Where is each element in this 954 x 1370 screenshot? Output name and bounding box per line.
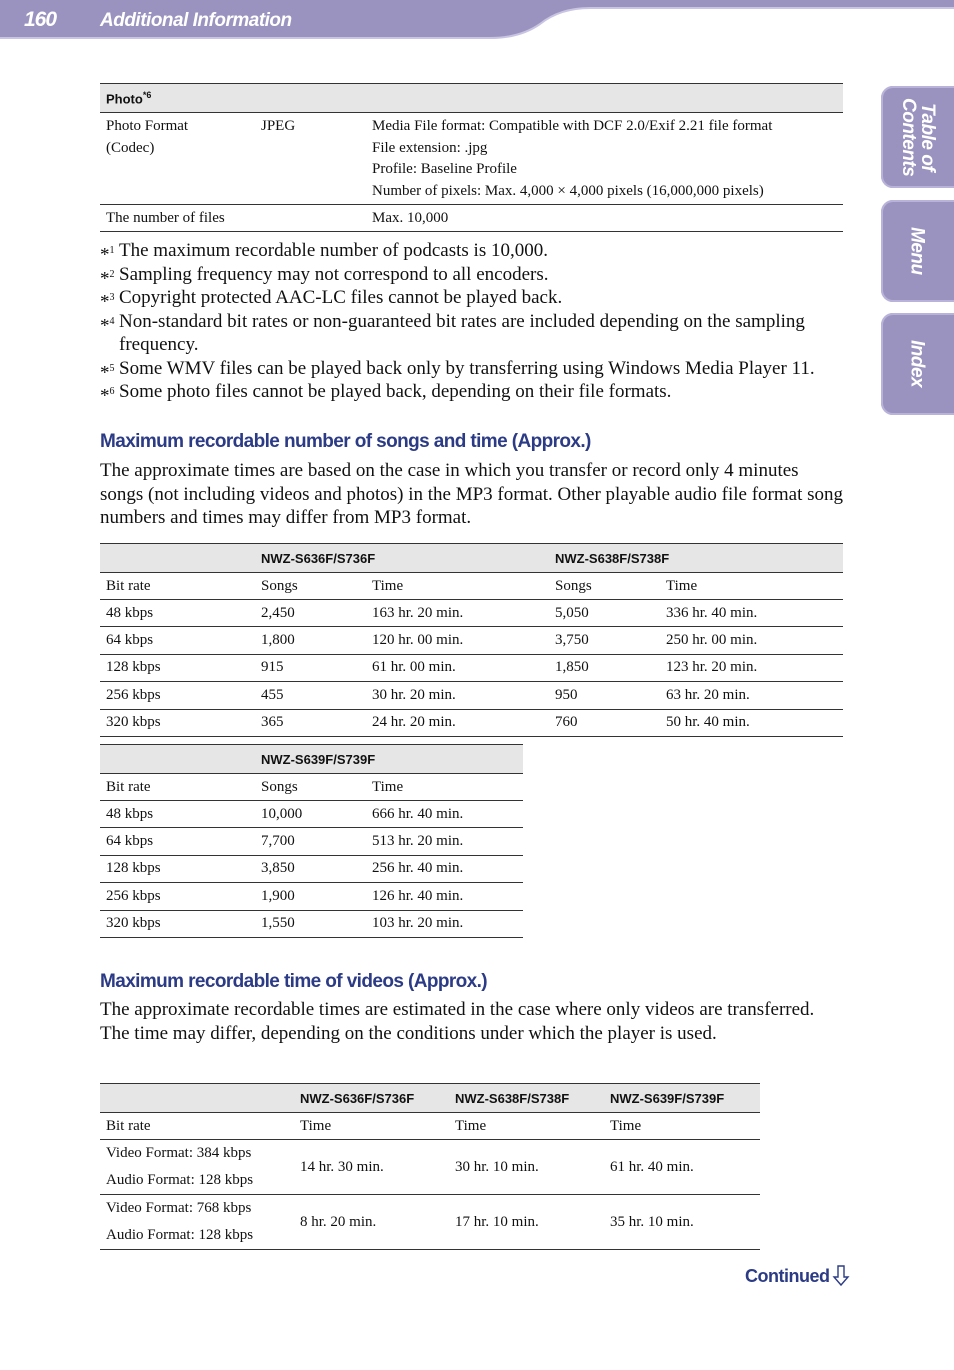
tab-table-of-contents[interactable]	[881, 86, 954, 188]
model-header: NWZ-S638F/S738F	[549, 544, 843, 573]
model-header: NWZ-S636F/S736F	[255, 544, 549, 573]
header-spacer	[100, 1084, 294, 1113]
table-cell: 3,750	[549, 627, 660, 654]
page-number: 160	[24, 8, 57, 31]
tab-label: Table of Contents	[898, 97, 938, 177]
table-cell: 666 hr. 40 min.	[366, 801, 523, 828]
table-cell: 513 hr. 20 min.	[366, 828, 523, 855]
time-cell: 61 hr. 40 min.	[604, 1140, 760, 1195]
table-cell: 48 kbps	[100, 801, 255, 828]
table-cell: 10,000	[255, 801, 366, 828]
format-cell	[100, 1195, 294, 1250]
row-label: The number of files	[100, 205, 366, 232]
section-heading: Maximum recordable number of songs and time (Approx.)	[100, 431, 591, 452]
column-header-row	[100, 1113, 760, 1140]
table-header-row	[100, 1084, 760, 1113]
table-row	[100, 828, 523, 855]
column-header: Songs	[255, 573, 366, 600]
table-cell: 50 hr. 40 min.	[660, 709, 843, 736]
section-intro: The approximate times are based on the case in which you transfer or record only 4 minutes songs (not including videos and photos) in the MP3 format. Other playable audio file format song numbers and times may differ from MP3 format.	[100, 460, 843, 528]
table-cell: 950	[549, 682, 660, 709]
header-spacer	[100, 745, 255, 774]
table-cell: 5,050	[549, 600, 660, 627]
section-title: Additional Information	[100, 10, 292, 31]
table-cell: 61 hr. 00 min.	[366, 654, 549, 681]
video-format: Video Format: 768 kbps	[106, 1200, 252, 1216]
table-cell: 63 hr. 20 min.	[660, 682, 843, 709]
audio-format: Audio Format: 128 kbps	[106, 1227, 254, 1243]
table-cell: 256 hr. 40 min.	[366, 855, 523, 882]
down-arrow-icon	[832, 1265, 850, 1287]
table-cell: 128 kbps	[100, 855, 255, 882]
time-cell: 14 hr. 30 min.	[294, 1140, 449, 1195]
table-cell: 2,450	[255, 600, 366, 627]
footnote: *$^6$ Some photo files cannot be played back, depending on their file formats.	[100, 381, 672, 407]
table-cell: 915	[255, 654, 366, 681]
tab-index[interactable]	[881, 313, 954, 415]
table-cell: 250 hr. 00 min.	[660, 627, 843, 654]
videos-table	[100, 1083, 760, 1250]
table-cell: 455	[255, 682, 366, 709]
tab-label: Index	[906, 340, 928, 388]
table-cell: 320 kbps	[100, 709, 255, 736]
column-header: Time	[449, 1113, 604, 1140]
table-cell: 128 kbps	[100, 654, 255, 681]
table-heading: Photo$^{*6}$	[100, 84, 843, 113]
table-cell: 336 hr. 40 min.	[660, 600, 843, 627]
row-label: Photo Format (Codec)	[100, 113, 255, 205]
column-header: Songs	[255, 774, 366, 801]
table-row	[100, 855, 523, 882]
table-cell: 123 hr. 20 min.	[660, 654, 843, 681]
tab-label: Menu	[906, 227, 928, 275]
header-spacer	[100, 544, 255, 573]
table-cell: 120 hr. 00 min.	[366, 627, 549, 654]
details-cell: Media File format: Compatible with DCF 2.0/Exif 2.21 file format File extension: .jpg Profile: Baseline Profile Number of pixels: Max. 4,000 × 4,000 pixels (16,000,000 pixels)	[366, 113, 843, 205]
table-cell: 30 hr. 20 min.	[366, 682, 549, 709]
table-cell: 1,550	[255, 910, 366, 937]
footnote: *$^4$ Non-standard bit rates or non-guaranteed bit rates are included depending on the sampling frequency.	[100, 310, 805, 355]
table-header-row	[100, 745, 523, 774]
footnotes	[100, 239, 860, 407]
footnote: *$^5$ Some WMV files can be played back only by transferring using Windows Media Player 11.	[100, 357, 815, 383]
codec-cell: JPEG	[255, 113, 366, 205]
table-cell: 163 hr. 20 min.	[366, 600, 549, 627]
tab-menu[interactable]	[881, 200, 954, 302]
video-format: Video Format: 384 kbps	[106, 1145, 252, 1161]
time-cell: 17 hr. 10 min.	[449, 1195, 604, 1250]
column-header-row	[100, 774, 523, 801]
table-cell: 103 hr. 20 min.	[366, 910, 523, 937]
table-cell: 64 kbps	[100, 828, 255, 855]
songs-table-1	[100, 543, 843, 737]
table-cell: 320 kbps	[100, 910, 255, 937]
footnote: *$^3$ Copyright protected AAC-LC files cannot be played back.	[100, 287, 563, 313]
section-heading: Maximum recordable time of videos (Approx.)	[100, 971, 488, 992]
table-row	[100, 682, 843, 709]
model-header: NWZ-S639F/S739F	[604, 1084, 760, 1113]
table-header-row	[100, 84, 843, 113]
table-cell: 256 kbps	[100, 883, 255, 910]
table-cell: 24 hr. 20 min.	[366, 709, 549, 736]
table-header-row	[100, 544, 843, 573]
table-cell: 256 kbps	[100, 682, 255, 709]
footnote: *$^1$ The maximum recordable number of podcasts is 10,000.	[100, 240, 548, 266]
format-cell	[100, 1140, 294, 1195]
table-row	[100, 883, 523, 910]
time-cell: 35 hr. 10 min.	[604, 1195, 760, 1250]
table-row	[100, 801, 523, 828]
table-cell: 48 kbps	[100, 600, 255, 627]
section-intro: The approximate recordable times are estimated in the case where only videos are transferred. The time may differ, depending on the conditions under which the player is used.	[100, 999, 815, 1044]
table-row	[100, 113, 843, 205]
column-header: Time	[366, 573, 549, 600]
table-row	[100, 910, 523, 937]
table-row	[100, 654, 843, 681]
row-value: Max. 10,000	[366, 205, 843, 232]
table-row	[100, 709, 843, 736]
column-header: Bit rate	[100, 774, 255, 801]
table-cell: 760	[549, 709, 660, 736]
audio-format: Audio Format: 128 kbps	[106, 1172, 254, 1188]
photo-table	[100, 83, 843, 232]
column-header-row	[100, 573, 843, 600]
column-header: Time	[660, 573, 843, 600]
table-cell: 1,850	[549, 654, 660, 681]
table-cell: 7,700	[255, 828, 366, 855]
time-cell: 30 hr. 10 min.	[449, 1140, 604, 1195]
songs-table-2	[100, 744, 523, 938]
page-header	[0, 0, 954, 40]
model-header: NWZ-S639F/S739F	[255, 745, 523, 774]
table-cell: 64 kbps	[100, 627, 255, 654]
column-header: Time	[604, 1113, 760, 1140]
table-row	[100, 1140, 760, 1195]
table-cell: 1,800	[255, 627, 366, 654]
column-header: Songs	[549, 573, 660, 600]
footnote: *$^2$ Sampling frequency may not correspond to all encoders.	[100, 263, 549, 289]
table-cell: 126 hr. 40 min.	[366, 883, 523, 910]
table-cell: 3,850	[255, 855, 366, 882]
column-header: Bit rate	[100, 573, 255, 600]
column-header: Bit rate	[100, 1113, 294, 1140]
model-header: NWZ-S636F/S736F	[294, 1084, 449, 1113]
continued-link[interactable]	[745, 1265, 850, 1287]
table-row	[100, 205, 843, 232]
table-row	[100, 627, 843, 654]
model-header: NWZ-S638F/S738F	[449, 1084, 604, 1113]
table-cell: 1,900	[255, 883, 366, 910]
column-header: Time	[366, 774, 523, 801]
table-cell: 365	[255, 709, 366, 736]
table-row	[100, 600, 843, 627]
continued-label: Continued	[745, 1265, 830, 1286]
table-row	[100, 1195, 760, 1250]
time-cell: 8 hr. 20 min.	[294, 1195, 449, 1250]
column-header: Time	[294, 1113, 449, 1140]
